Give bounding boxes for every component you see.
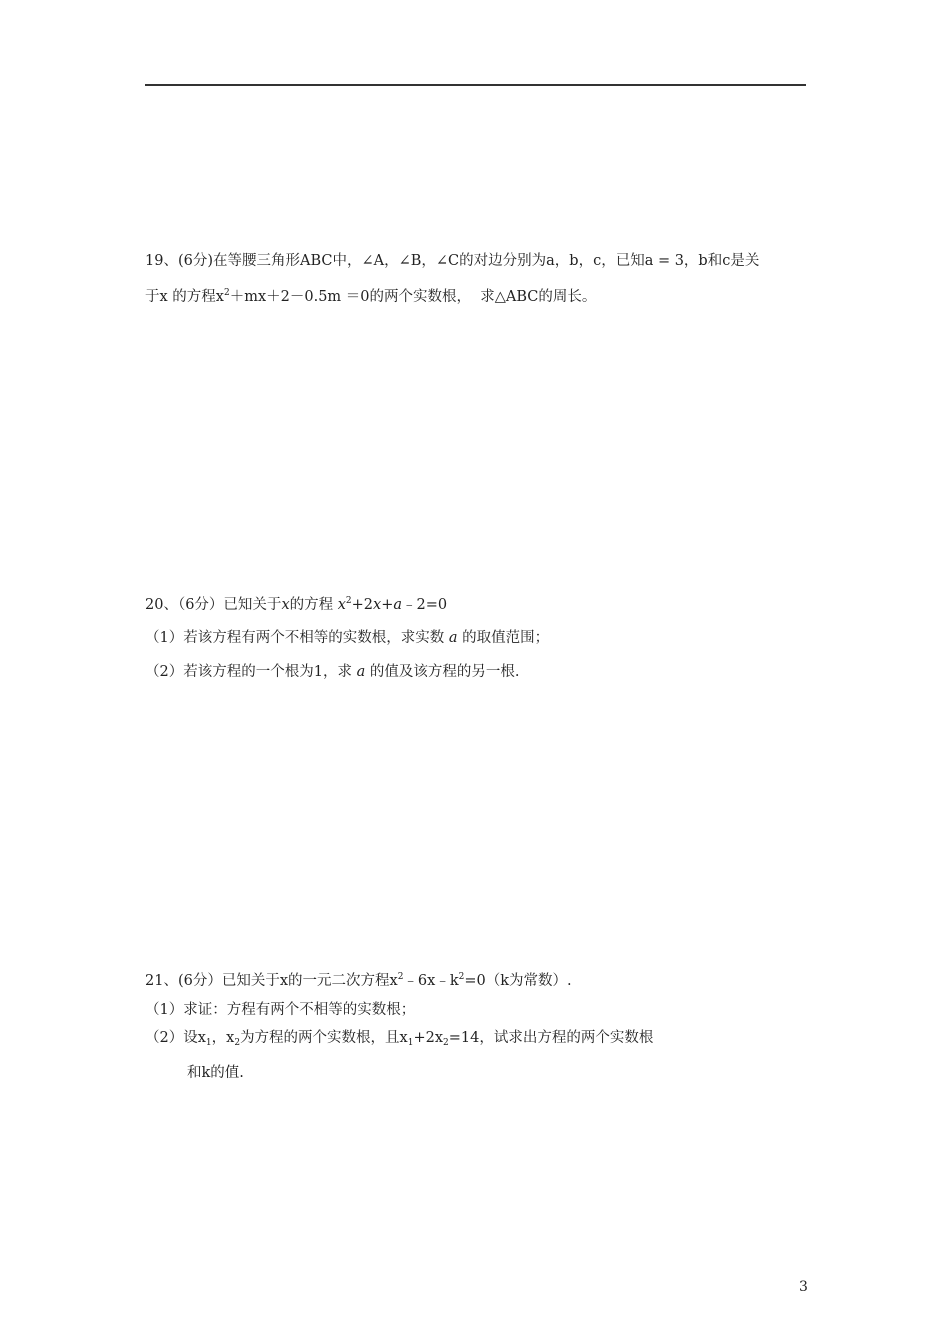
superscript: 2 [345,596,352,606]
q21-part-1 [145,999,415,1021]
q19-line-1 [145,250,759,272]
variable: a [393,597,403,613]
superscript: 2 [223,288,230,298]
header-rule [145,84,806,86]
q19-text: 19、(6分)在等腰三角形ABC中，∠A，∠B，∠C的对边分别为a，b，c，已知a = 3，b和c是关 [145,253,760,269]
q20-part-1 [145,627,549,649]
variable: x [373,597,382,613]
superscript: 2 [397,972,404,982]
q20-text: 20、（6分）已知关于 [145,597,282,613]
q20-text: ﹣2=0 [402,597,448,613]
q20-text: + [381,597,394,613]
q21-text: 和k的值. [187,1065,244,1081]
q21-text: =0（k为常数）. [464,973,572,989]
q19-text: ＋mx＋2－0.5m ＝0的两个实数根， 求△ABC的周长。 [229,289,597,305]
q20-text: 的方程 [289,597,338,613]
subscript: 1 [205,1038,212,1048]
variable: a [356,664,366,680]
q19-text: 于x 的方程x [145,289,224,305]
q21-text: （2）设x [145,1030,206,1046]
q20-text: （2）若该方程的一个根为1，求 [145,664,357,680]
subscript: 2 [234,1038,241,1048]
q20-text: 的值及该方程的另一根. [365,664,520,680]
variable: x [337,597,346,613]
q21-stem [145,970,572,992]
subscript: 1 [407,1038,414,1048]
q21-text: +2x [413,1030,444,1046]
q19-line-2 [145,286,596,308]
q20-text: （1）若该方程有两个不相等的实数根，求实数 [145,630,449,646]
q20-text: +2 [351,597,374,613]
page-number: 3 [799,1279,808,1295]
q21-text: =14，试求出方程的两个实数根 [448,1030,654,1046]
q21-part-2-continued [187,1062,244,1084]
q20-part-2 [145,661,519,683]
q21-text: （1）求证：方程有两个不相等的实数根； [145,1002,416,1018]
q20-text: 的取值范围； [457,630,550,646]
variable: a [448,630,458,646]
q21-text: 21、(6分）已知关于x的一元二次方程x [145,973,398,989]
q21-text: ，x [211,1030,235,1046]
q21-part-2 [145,1027,653,1049]
subscript: 2 [443,1038,449,1048]
superscript: 2 [458,972,465,982]
q21-text: 为方程的两个实数根，且x [240,1030,408,1046]
q20-stem [145,594,447,616]
q21-text: ﹣6x﹣k [403,973,459,989]
variable: x [281,597,290,613]
